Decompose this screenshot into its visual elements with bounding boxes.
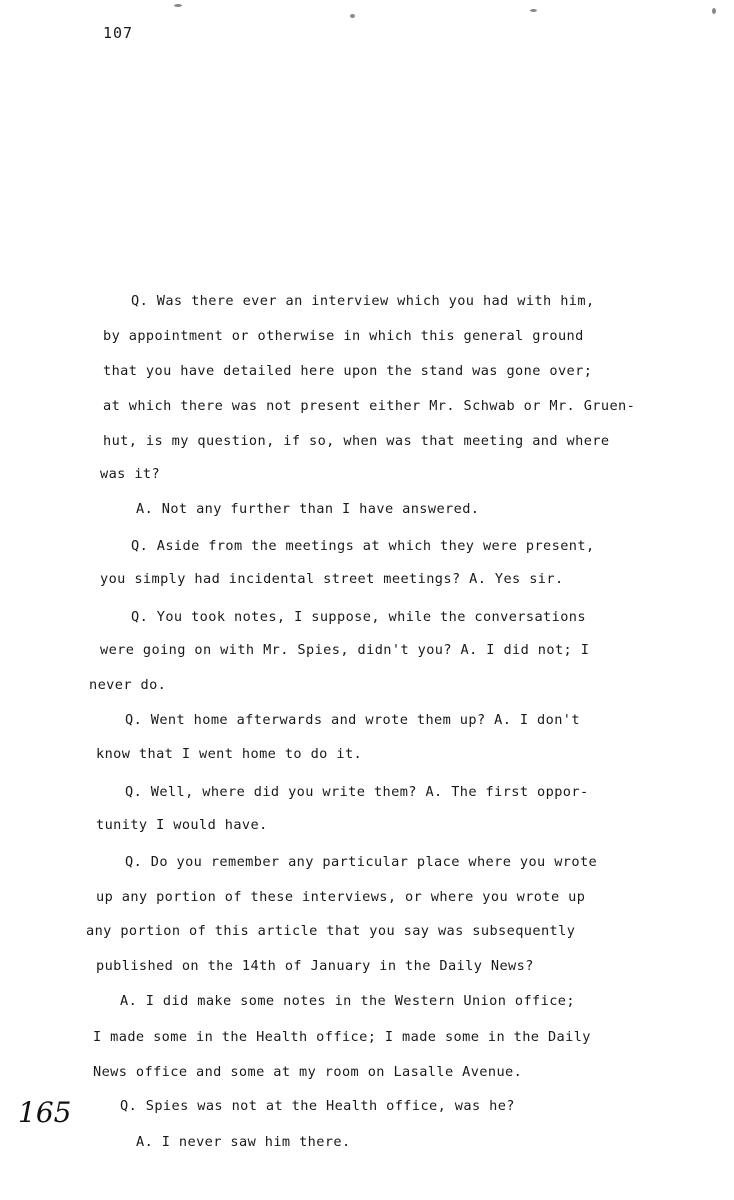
text-line: by appointment or otherwise in which this general ground (103, 328, 584, 344)
scan-speck (174, 4, 182, 7)
text-line: I made some in the Health office; I made some in the Daily (93, 1029, 591, 1045)
text-line: Q. You took notes, I suppose, while the conversations (131, 609, 586, 625)
text-line: know that I went home to do it. (96, 746, 363, 762)
text-line: Q. Was there ever an interview which you had with him, (131, 293, 595, 309)
text-line: A. Not any further than I have answered. (136, 501, 480, 517)
text-line: up any portion of these interviews, or where you wrote up (96, 889, 586, 905)
text-line: hut, is my question, if so, when was that meeting and where (103, 433, 610, 449)
text-line: A. I did make some notes in the Western Union office; (120, 993, 575, 1009)
scan-speck (530, 9, 537, 12)
scan-speck (712, 8, 716, 14)
text-line: Q. Do you remember any particular place where you wrote (125, 854, 598, 870)
text-line: tunity I would have. (96, 817, 268, 833)
text-line: were going on with Mr. Spies, didn't you? A. I did not; I (100, 642, 590, 658)
text-line: any portion of this article that you say was subsequently (86, 923, 576, 939)
text-line: never do. (89, 677, 167, 693)
text-line: that you have detailed here upon the stand was gone over; (103, 363, 593, 379)
text-line: Q. Went home afterwards and wrote them up? A. I don't (125, 712, 580, 728)
handwritten-margin-note: 165 (18, 1096, 72, 1129)
text-line: Q. Well, where did you write them? A. The first oppor- (125, 784, 589, 800)
text-line: at which there was not present either Mr. Schwab or Mr. Gruen- (103, 398, 636, 414)
scan-speck (350, 14, 355, 18)
text-line: Q. Spies was not at the Health office, was he? (120, 1098, 515, 1114)
text-line: published on the 14th of January in the Daily News? (96, 958, 534, 974)
text-line: was it? (100, 466, 161, 482)
text-line: Q. Aside from the meetings at which they were present, (131, 538, 595, 554)
page-number: 107 (103, 24, 134, 42)
text-line: you simply had incidental street meetings? A. Yes sir. (100, 571, 564, 587)
text-line: News office and some at my room on Lasalle Avenue. (93, 1064, 523, 1080)
text-line: A. I never saw him there. (136, 1134, 351, 1150)
